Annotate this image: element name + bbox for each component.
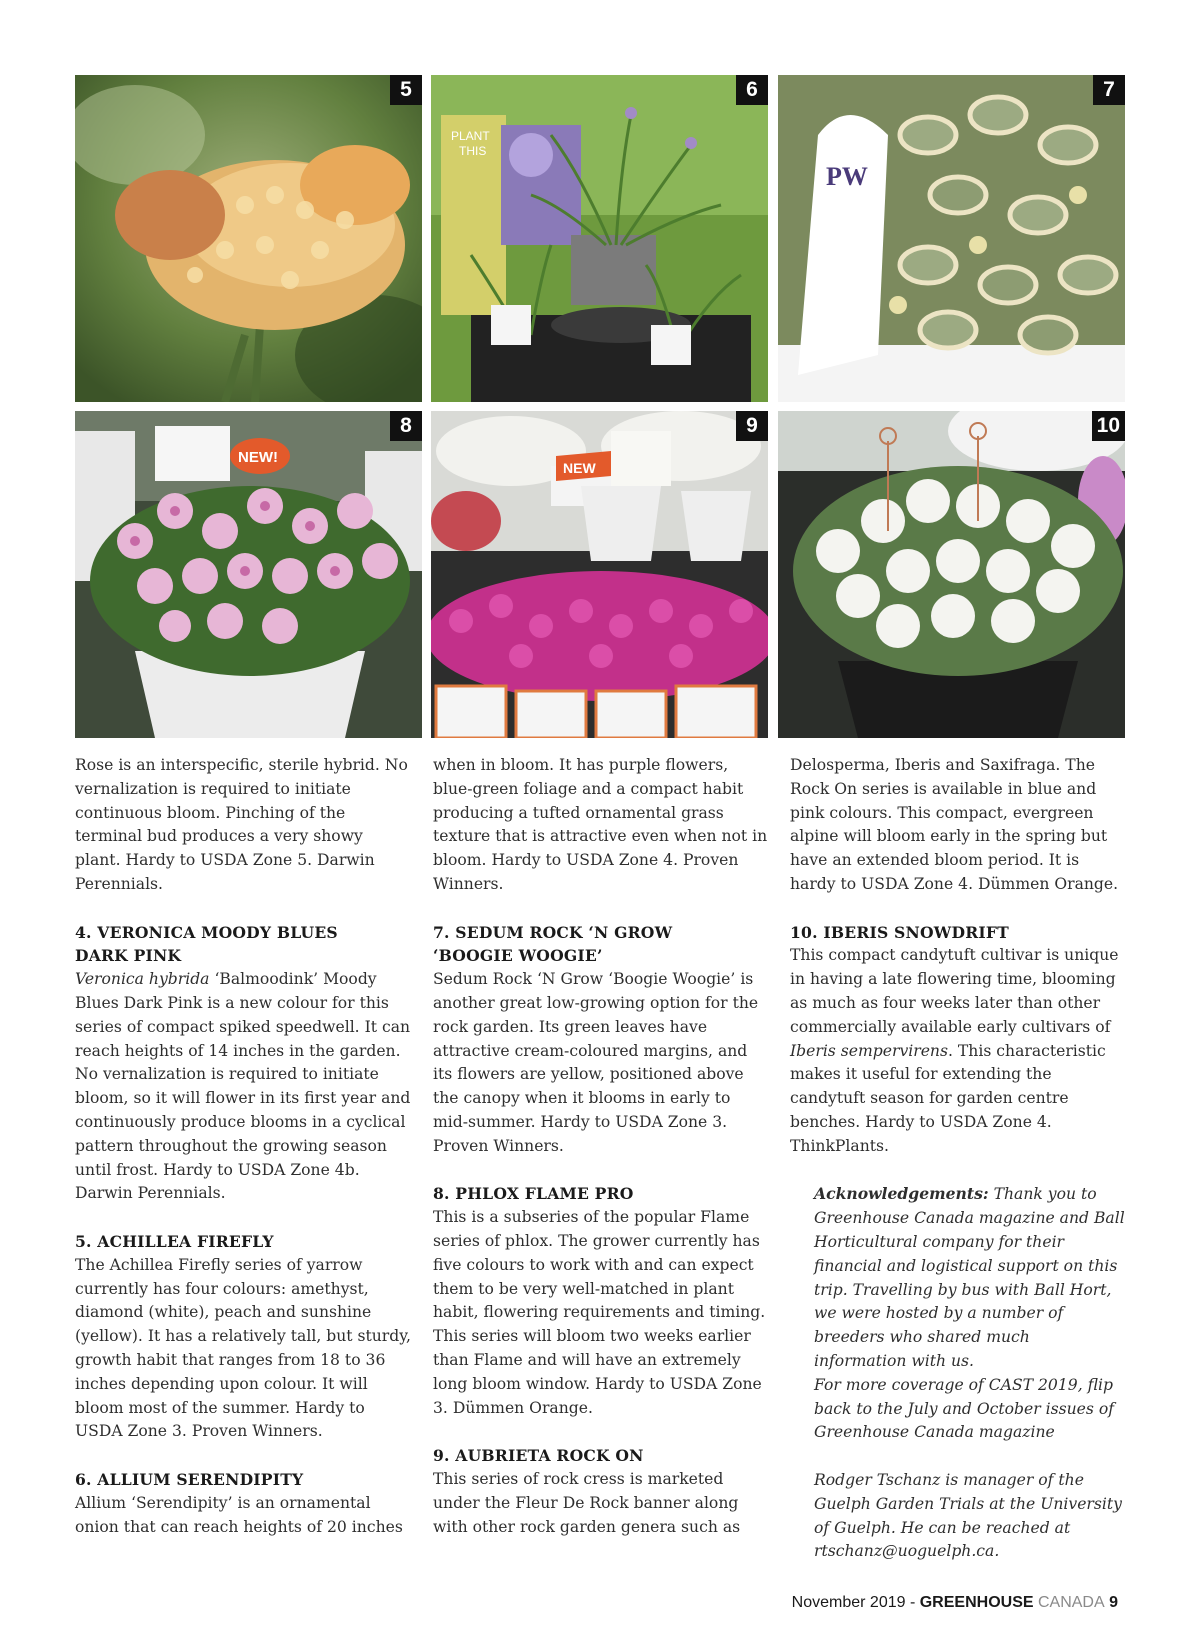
heading-allium: 6. ALLIUM SERENDIPITY [75, 1469, 304, 1489]
paragraph-sedum: Sedum Rock ‘N Grow ‘Boogie Woogie’ is another great low-growing option for the rock garden. Its green leaves have attractive cream-coloured margins, and its flowers are yellow, positioned above the canopy when it blooms in early to mid-summer. Hardy to USDA Zone 3. Proven Winners. [433, 970, 759, 1155]
photo-6-allium-serendipity [431, 75, 768, 402]
tag-text: PW [826, 162, 868, 191]
heading-achillea: 5. ACHILLEA FIREFLY [75, 1231, 274, 1251]
photo-number-badge: 9 [736, 411, 768, 441]
aubrieta-illustration [431, 411, 768, 738]
page-number: 9 [1104, 1594, 1118, 1611]
photo-number-badge: 7 [1093, 75, 1125, 105]
tag-text: NEW [563, 460, 596, 476]
paragraph-achillea: The Achillea Firefly series of yarrow currently has four colours: amethyst, diamond (white), peach and sunshine (yellow). It has a relatively tall, but sturdy, growth habit that ranges from 18 to 36 inches depending upon colour. It will bloom most of the summer. Hardy to USDA Zone 3. Proven Winners. [75, 1255, 411, 1441]
paragraph-iberis: This compact candytuft cultivar is unique in having a late flowering time, blooming as much as four weeks later than other commercially available early cultivars of Iberis sempervirens. This characteristic makes it useful for extending the candytuft season for garden centre benches. Hardy to USDA Zone 4. ThinkPlants. [790, 946, 1119, 1155]
page-footer [792, 1594, 1118, 1612]
photo-number-badge: 5 [390, 75, 422, 105]
photo-5-achillea-firefly [75, 75, 422, 402]
paragraph-intro: Delosperma, Iberis and Saxifraga. The Rock On series is available in blue and pink colours. This compact, evergreen alpine will bloom early in the spring but have an extended bloom period. It is hardy to USDA Zone 4. Dümmen Orange. [790, 756, 1119, 893]
paragraph-phlox: This is a subseries of the popular Flame series of phlox. The grower currently has five colours to work with and can expect them to be very well-matched in plant habit, flowering requirements and timing. This series will bloom two weeks earlier than Flame and will have an extremely long bloom window. Hardy to USDA Zone 3. Dümmen Orange. [433, 1208, 766, 1417]
heading-iberis: 10. IBERIS SNOWDRIFT [790, 922, 1009, 942]
tag-text: NEW! [238, 449, 278, 466]
iberis-illustration [778, 411, 1125, 738]
paragraph-intro: when in bloom. It has purple flowers, blue-green foliage and a compact habit producing a tufted ornamental grass texture that is attractive even when not in bloom. Hardy to USDA Zone 4. Proven Winners. [433, 756, 768, 893]
photo-8-phlox-flame-pro [75, 411, 422, 738]
yarrow-illustration [75, 75, 422, 402]
paragraph-aubrieta: This series of rock cress is marketed under the Fleur De Rock banner along with other rock garden genera such as [433, 1469, 741, 1536]
paragraph-veronica: Veronica hybrida ‘Balmoodink’ Moody Blues Dark Pink is a new colour for this series of compact spiked speedwell. It can reach heights of 14 inches in the garden. No vernalization is required to initiate bloom, so it will flower in its first year and continuously produce blooms in a cyclical pattern throughout the growing season until frost. Hardy to USDA Zone 4b. Darwin Perennials. [75, 970, 411, 1203]
photo-number-badge: 6 [736, 75, 768, 105]
text-column-3 [790, 754, 1126, 1564]
photo-9-aubrieta-rock-on [431, 411, 768, 738]
allium-illustration [431, 75, 768, 402]
sedum-illustration [778, 75, 1125, 402]
acknowledgements: Acknowledgements: Thank you to Greenhouse Canada magazine and Ball Horticultural company for their financial and logistical support on this trip. Travelling by bus with Ball Hort, we were hosted by a number of breeders who shared much information with us. [814, 1184, 1125, 1370]
magazine-brand-canada: CANADA [1033, 1594, 1105, 1611]
heading-aubrieta: 9. AUBRIETA ROCK ON [433, 1446, 644, 1466]
photo-number-badge: 8 [390, 411, 422, 441]
photo-number-badge: 10 [1092, 411, 1125, 441]
text-column-1 [75, 754, 411, 1539]
heading-sedum: 7. SEDUM ROCK ‘N GROW ‘BOOGIE WOOGIE’ [433, 922, 673, 966]
heading-veronica: 4. VERONICA MOODY BLUES DARK PINK [75, 922, 338, 966]
paragraph-allium: Allium ‘Serendipity’ is an ornamental onion that can reach heights of 20 inches [75, 1493, 403, 1536]
heading-phlox: 8. PHLOX FLAME PRO [433, 1184, 634, 1204]
coverage-note: For more coverage of CAST 2019, flip back to the July and October issues of Greenhouse Canada magazine [814, 1375, 1115, 1442]
sign-text: PLANT [451, 129, 490, 143]
phlox-illustration [75, 411, 422, 738]
magazine-brand: GREENHOUSE [919, 1594, 1034, 1611]
photo-7-sedum-boogie-woogie [778, 75, 1125, 402]
photo-10-iberis-snowdrift [778, 411, 1125, 738]
issue-date: November 2019 - [791, 1594, 920, 1611]
author-bio: Rodger Tschanz is manager of the Guelph Garden Trials at the University of Guelph. He can be reached at rtschanz@uoguelph.ca. [814, 1470, 1122, 1561]
svg-text:THIS: THIS [459, 144, 487, 158]
text-column-2 [433, 754, 769, 1539]
paragraph-intro: Rose is an interspecific, sterile hybrid. No vernalization is required to initiate continuous bloom. Pinching of the terminal bud produces a very showy plant. Hardy to USDA Zone 5. Darwin Perennials. [75, 756, 408, 893]
